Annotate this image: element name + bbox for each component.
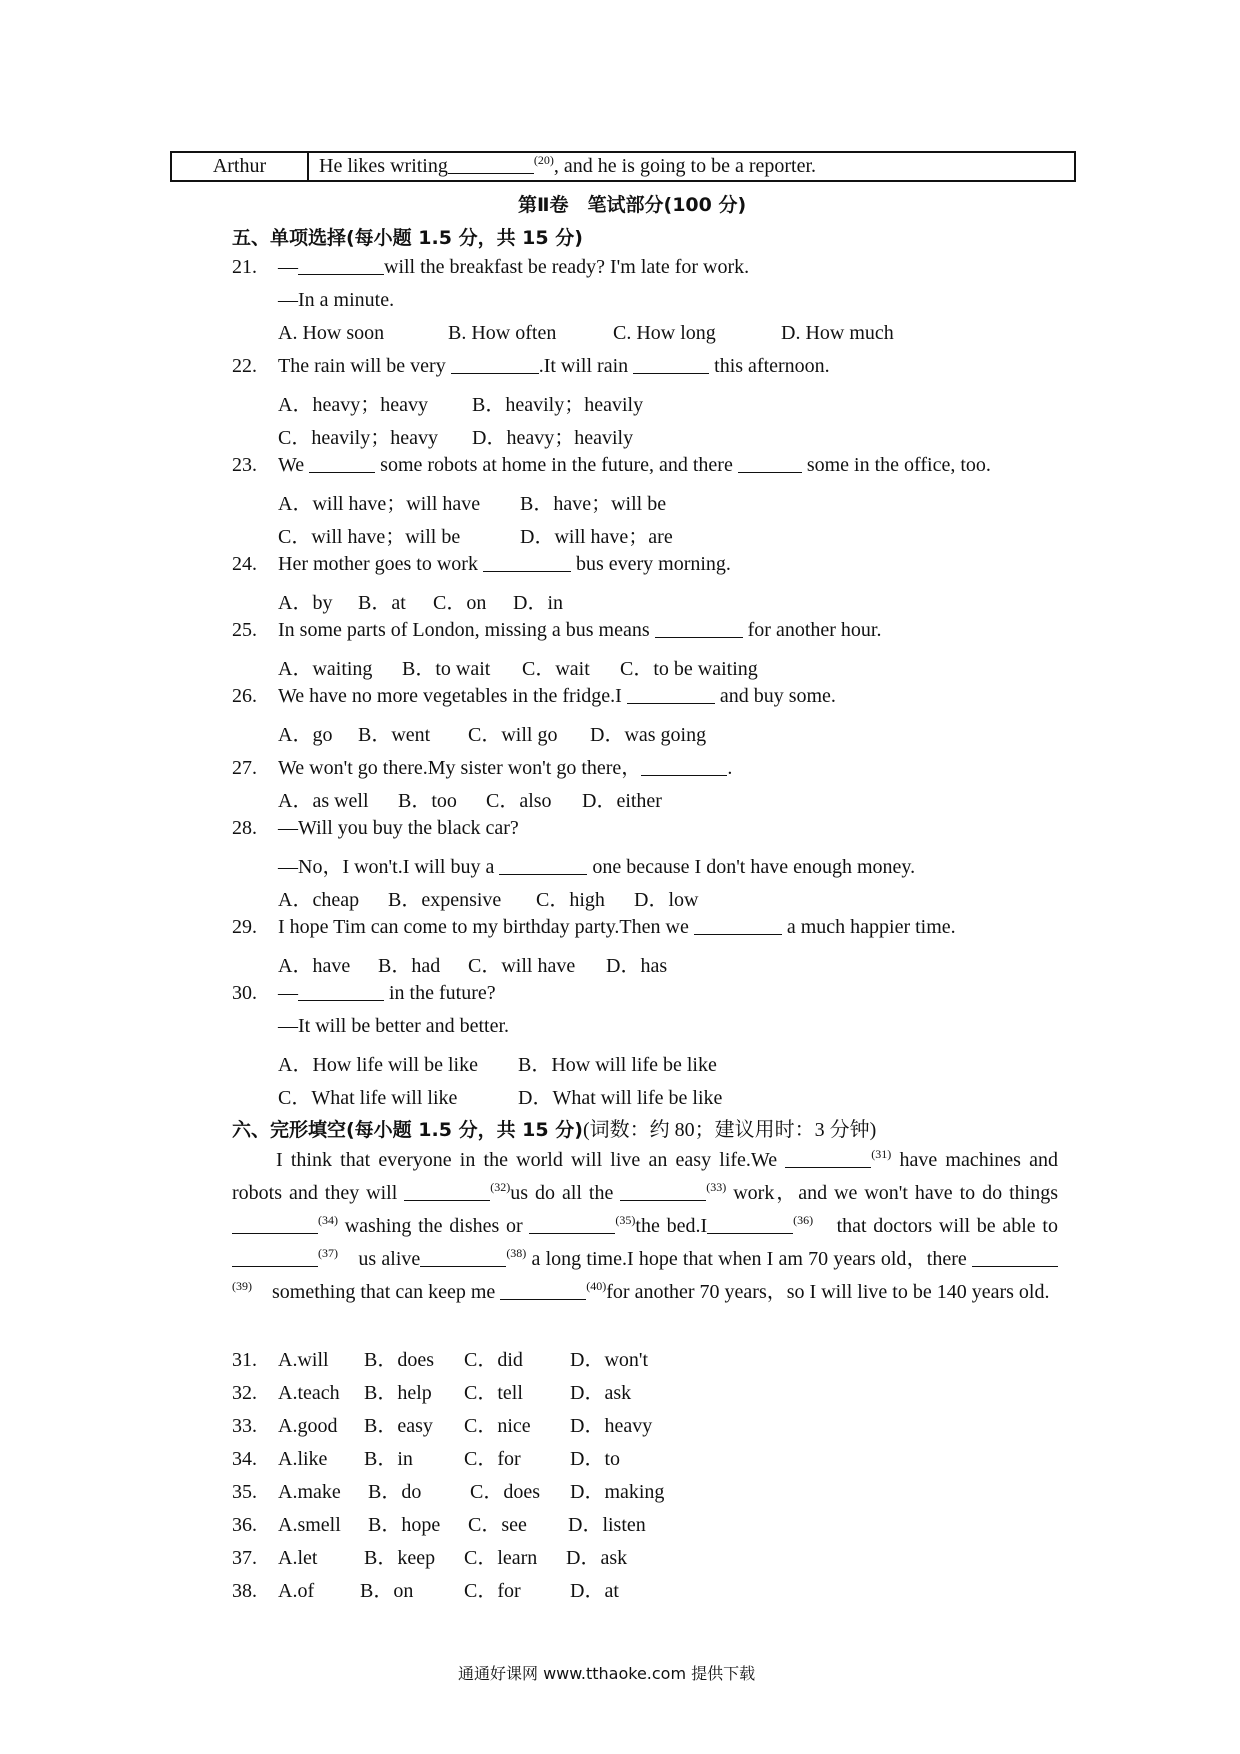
question-29-options: A．have B．had C．will have D．has — [278, 955, 668, 977]
question-25: 25. In some parts of London, missing a bus means for another hour. — [232, 619, 882, 641]
blank-35 — [529, 1215, 615, 1234]
question-30-options-row1: A．How life will be like B．How will life be like — [278, 1054, 717, 1076]
question-22-options-row1: A．heavy；heavy B．heavily；heavily — [278, 394, 644, 416]
blank-33 — [620, 1182, 706, 1201]
question-23-options-row1: A．will have；will have B．have；will be — [278, 493, 667, 515]
question-21-options: A. How soon B. How often C. How long D. How much — [278, 322, 894, 344]
cloze-question-32: 32. A.teach B．help C．tell D．ask — [232, 1382, 632, 1404]
question-26-options: A．go B．went C．will go D．was going — [278, 724, 707, 746]
blank-36 — [707, 1215, 793, 1234]
blank-39 — [972, 1248, 1058, 1267]
blank — [499, 856, 587, 875]
answer-table-row — [170, 151, 1076, 182]
blank — [483, 553, 571, 572]
question-22-options-row2: C．heavily；heavy D．heavy；heavily — [278, 427, 634, 449]
question-26: 26. We have no more vegetables in the fridge.I and buy some. — [232, 685, 836, 707]
question-21: 21. — will the breakfast be ready? I'm late for work. — [232, 256, 750, 278]
question-28-options: A．cheap B．expensive C．high D．low — [278, 889, 699, 911]
blank — [641, 757, 727, 776]
blank-37 — [232, 1248, 318, 1267]
question-30-options-row2: C．What life will like D．What will life be like — [278, 1087, 723, 1109]
question-28: 28. —Will you buy the black car? — [232, 817, 519, 839]
section6-note: (词数：约 80；建议用时：3 分钟) — [582, 1119, 877, 1141]
blank — [633, 355, 709, 374]
blank — [627, 685, 715, 704]
blank — [298, 256, 384, 275]
blank-31 — [785, 1149, 871, 1168]
question-22: 22. The rain will be very .It will rain this afternoon. — [232, 355, 830, 377]
question-30: 30. — in the future? — [232, 982, 496, 1004]
question-28-answer-line: —No，I won't.I will buy a one because I don't have enough money. — [278, 856, 916, 878]
part-title: 第Ⅱ卷 笔试部分(100 分) — [518, 194, 747, 216]
question-24-options: A．by B．at C．on D．in — [278, 592, 563, 614]
section5-heading: 五、单项选择(每小题 1.5 分，共 15 分) — [232, 227, 583, 249]
blank — [655, 619, 743, 638]
blank-40 — [500, 1281, 586, 1300]
blank — [298, 982, 384, 1001]
question-23-options-row2: C．will have；will be D．will have；are — [278, 526, 673, 548]
blank — [448, 155, 534, 174]
question-27-options: A．as well B．too C．also D．either — [278, 790, 662, 812]
question-21-answer-line: —In a minute. — [278, 289, 395, 311]
blank — [451, 355, 539, 374]
blank — [738, 454, 802, 473]
cloze-question-38: 38. A.of B．on C．for D．at — [232, 1580, 619, 1602]
cloze-question-37: 37. A.let B．keep C．learn D．ask — [232, 1547, 628, 1569]
question-27: 27. We won't go there.My sister won't go there， . — [232, 757, 733, 779]
section6-heading: 六、完形填空(每小题 1.5 分，共 15 分) — [232, 1119, 583, 1141]
cloze-question-36: 36. A.smell B．hope C．see D．listen — [232, 1514, 646, 1536]
footer-download-note: 通通好课网 www.tthaoke.com 提供下载 — [458, 1664, 756, 1683]
table-text-cell: He likes writing $^{(20)}$, and he is going to be a reporter. — [319, 153, 817, 177]
blank-34 — [232, 1215, 318, 1234]
blank-32 — [404, 1182, 490, 1201]
section6-heading-line — [232, 1113, 876, 1142]
blank — [309, 454, 375, 473]
cloze-question-34: 34. A.like B．in C．for D．to — [232, 1448, 620, 1470]
cloze-passage: I think that everyone in the world will live an easy life.We $^{(31)}$ have machines and robots and they will $^{(32)}$us do all the $^{(33)}$ work，and we won't have to do things$^{(34)}$ washing the dishes or $^{(35)}$the bed.I $^{(36)}$ that doctors will be able to $^{(37)}$ us alive $^{(38)}$ a long time.I hope that when I am 70 years old，there $^{(39)}$ something that can keep me $^{(40)}$for another 70 years，so I will live to be 140 years old. — [232, 1147, 1058, 1303]
table-name-cell: Arthur — [172, 153, 309, 180]
question-24: 24. Her mother goes to work bus every morning. — [232, 553, 731, 575]
cloze-question-31: 31. A.will B．does C．did D．won't — [232, 1349, 649, 1371]
cloze-question-35: 35. A.make B．do C．does D．making — [232, 1481, 665, 1503]
cloze-question-33: 33. A.good B．easy C．nice D．heavy — [232, 1415, 653, 1437]
question-25-options: A．waiting B．to wait C．wait C．to be waiting — [278, 658, 758, 680]
question-23: 23. We some robots at home in the future, and there some in the office, too. — [232, 454, 991, 476]
question-29: 29. I hope Tim can come to my birthday party.Then we a much happier time. — [232, 916, 956, 938]
question-30-answer-line: —It will be better and better. — [278, 1015, 510, 1037]
blank-38 — [420, 1248, 506, 1267]
blank — [694, 916, 782, 935]
